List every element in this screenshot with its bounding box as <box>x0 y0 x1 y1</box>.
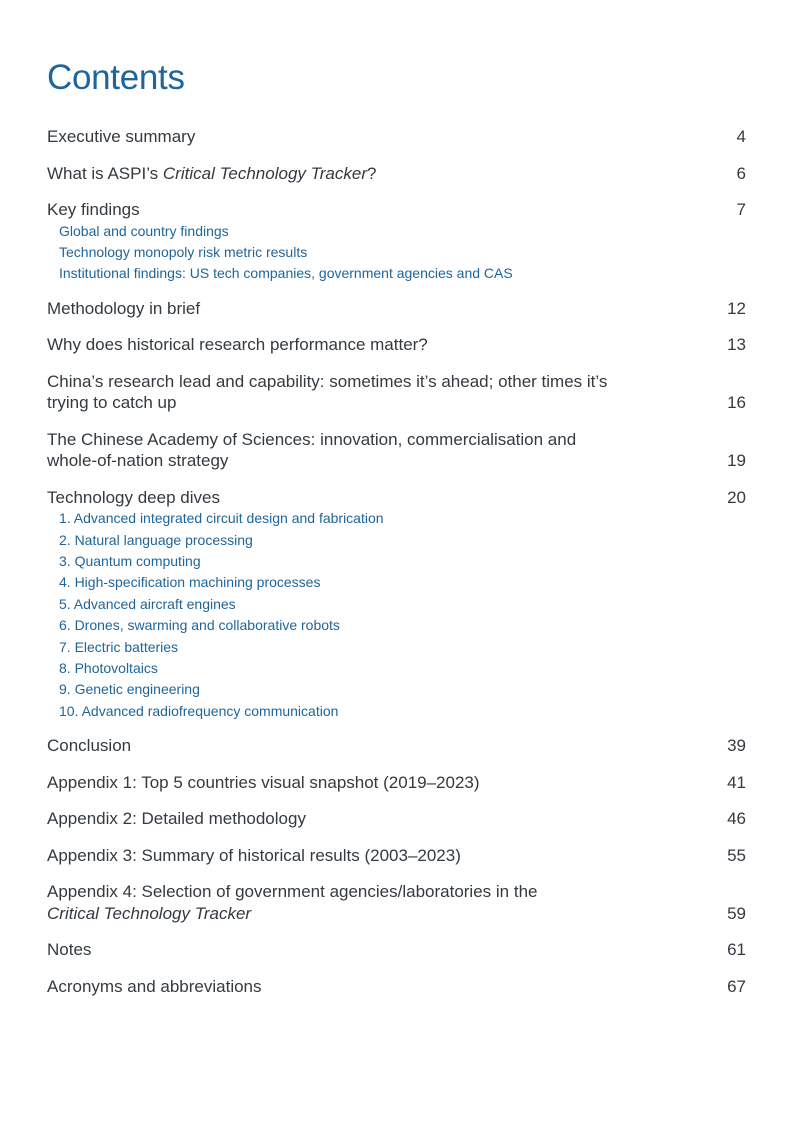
toc-subitem[interactable]: Technology monopoly risk metric results <box>59 243 308 260</box>
toc-subitem[interactable]: 1. Advanced integrated circuit design and fabrication <box>59 510 384 527</box>
toc-subitem[interactable]: 2. Natural language processing <box>59 531 253 548</box>
toc-page-number: 4 <box>736 127 746 146</box>
toc-entry-label: Appendix 3: Summary of historical results (2003–2023) <box>47 845 461 865</box>
toc-page-number: 41 <box>727 772 746 792</box>
toc-entry-label: Technology deep dives <box>47 487 220 507</box>
toc-subitem[interactable]: 7. Electric batteries <box>59 638 179 655</box>
toc-entry-label: The Chinese Academy of Sciences: innovation, commercialisation and whole-of-nation strategy <box>47 429 577 471</box>
toc-page-number: 12 <box>727 298 746 318</box>
toc-entry-label: Key findings <box>47 200 140 219</box>
toc-entry-key-findings[interactable] <box>47 199 746 285</box>
toc-entry-methodology-in-brief[interactable] <box>47 298 746 320</box>
toc-entry-label: Acronyms and abbreviations <box>47 976 262 996</box>
toc-entry-label: Appendix 4: Selection of government agencies/laboratories in the Critical Technology Tracker <box>47 882 538 923</box>
toc-entry-label: Appendix 2: Detailed methodology <box>47 809 306 829</box>
toc-entry-label: Executive summary <box>47 127 196 146</box>
toc-entry-china-research-lead[interactable] <box>47 371 746 414</box>
toc-subitem[interactable]: 3. Quantum computing <box>59 553 201 570</box>
toc-entry-appendix-4[interactable] <box>47 881 746 924</box>
toc-subitem-list <box>47 508 746 722</box>
toc-subitem[interactable]: 5. Advanced aircraft engines <box>59 595 236 612</box>
toc-page-number: 16 <box>727 393 746 413</box>
toc-page-number: 59 <box>727 903 746 923</box>
toc-page-number: 13 <box>727 335 746 355</box>
toc-entry-appendix-1[interactable] <box>47 772 746 794</box>
toc-page-number: 19 <box>727 451 746 471</box>
toc-entry-label: Notes <box>47 940 92 960</box>
toc-entry-acronyms[interactable] <box>47 976 746 998</box>
toc-page-number: 20 <box>727 487 746 507</box>
toc-page-number: 39 <box>727 736 746 756</box>
toc-entry-label: Appendix 1: Top 5 countries visual snapshot (2019–2023) <box>47 772 480 792</box>
page-title: Contents <box>47 58 185 97</box>
toc-subitem-list <box>47 221 746 285</box>
toc-subitem[interactable]: 10. Advanced radiofrequency communication <box>59 702 339 719</box>
toc-subitem[interactable]: 6. Drones, swarming and collaborative robots <box>59 617 340 634</box>
toc-entry-conclusion[interactable] <box>47 735 746 757</box>
toc-subitem[interactable]: 9. Genetic engineering <box>59 681 200 698</box>
toc-entry-chinese-academy[interactable] <box>47 429 746 472</box>
table-of-contents <box>47 126 746 997</box>
toc-subitem[interactable]: Institutional findings: US tech companies, government agencies and CAS <box>59 265 513 282</box>
toc-entry-historical-research[interactable] <box>47 334 746 356</box>
toc-subitem[interactable]: 8. Photovoltaics <box>59 660 158 677</box>
toc-page-number: 55 <box>727 845 746 865</box>
toc-entry-label: Conclusion <box>47 736 132 756</box>
toc-page-number: 7 <box>736 200 746 219</box>
toc-page-number: 61 <box>727 940 746 960</box>
toc-entry-notes[interactable] <box>47 939 746 961</box>
toc-entry-label: Methodology in brief <box>47 298 201 318</box>
toc-entry-appendix-3[interactable] <box>47 845 746 867</box>
toc-entry-technology-deep-dives[interactable] <box>47 487 746 723</box>
toc-page-number: 6 <box>736 163 746 183</box>
toc-entry-what-is-tracker[interactable] <box>47 163 746 185</box>
toc-subitem[interactable]: Global and country findings <box>59 222 229 239</box>
toc-entry-executive-summary[interactable] <box>47 126 746 148</box>
toc-subitem[interactable]: 4. High-specification machining processes <box>59 574 321 591</box>
toc-page-number: 67 <box>727 976 746 996</box>
toc-entry-label: What is ASPI’s Critical Technology Tracker? <box>47 163 377 183</box>
toc-entry-label: Why does historical research performance matter? <box>47 335 428 355</box>
toc-page-number: 46 <box>727 809 746 829</box>
toc-entry-label: China’s research lead and capability: sometimes it’s ahead; other times it’s trying to catch up <box>47 371 608 413</box>
toc-entry-appendix-2[interactable] <box>47 808 746 830</box>
